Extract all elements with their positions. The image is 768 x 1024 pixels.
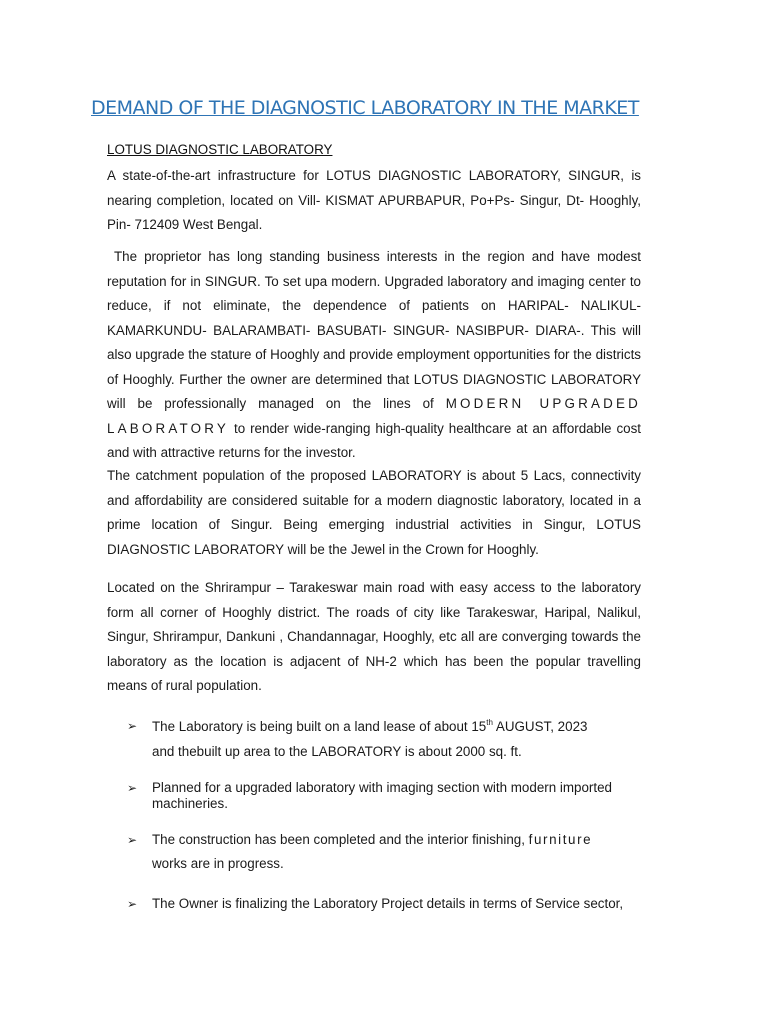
bullet-text: Planned for a upgraded laboratory with imaging section with modern imported machineries.	[152, 780, 613, 811]
bullet-list	[127, 714, 647, 932]
bullet-item	[127, 780, 647, 812]
paragraph-proprietor-text: The proprietor has long standing business interests in the region and have modest reputation for in SINGUR. To set upa modern. Upgraded laboratory and imaging center to reduce, if not eliminate, the dependence of patients on HARIPAL- NALIKUL- KAMARKUNDU- BALARAMBATI- BASUBATI- SINGUR- NASIBPUR- DIARA-. This will also upgrade the stature of Hooghly and provide employment opportunities for the districts of Hooghly. Further the owner are determined that LOTUS DIAGNOSTIC LABORATORY will be professionally managed on the lines of	[107, 249, 641, 411]
arrow-bullet-icon: ➢	[127, 833, 138, 847]
paragraph-location: Located on the Shrirampur – Tarakeswar main road with easy access to the laboratory form all corner of Hooghly district. The roads of city like Tarakeswar, Haripal, Nalikul, Singur, Shrirampur, Dankuni , Chandannagar, Hooghly, etc all are converging towards the laboratory as the location is adjacent of NH-2 which has been the popular travelling means of rural population.	[107, 580, 641, 693]
bullet-spaced-text: furniture	[528, 832, 593, 847]
bullet-text: The Laboratory is being built on a land lease of about 15	[152, 719, 487, 734]
bullet-text: The Owner is finalizing the Laboratory Project details in terms of Service sector,	[152, 896, 624, 911]
bullet-item	[127, 892, 647, 916]
superscript: th	[486, 718, 493, 727]
paragraph-intro: A state-of-the-art infrastructure for LOTUS DIAGNOSTIC LABORATORY, SINGUR, is nearing completion, located on Vill- KISMAT APURBAPUR, Po+Ps- Singur, Dt- Hooghly, Pin- 712409 West Bengal.	[107, 168, 641, 232]
paragraph-proprietor-spaced: MODERN UPGRADED LABORATORY	[107, 396, 641, 436]
arrow-bullet-icon: ➢	[127, 897, 138, 911]
arrow-bullet-icon: ➢	[127, 719, 138, 733]
bullet-item	[127, 828, 647, 876]
page-title: DEMAND OF THE DIAGNOSTIC LABORATORY IN THE MARKET	[91, 97, 639, 119]
paragraph-proprietor-text-end: to render wide-ranging high-quality healthcare at an affordable cost and with attractive returns for the investor.	[107, 420, 641, 460]
paragraph-proprietor	[107, 245, 641, 466]
paragraph-catchment: The catchment population of the proposed LABORATORY is about 5 Lacs, connectivity and affordability are considered suitable for a modern diagnostic laboratory, located in a prime location of Singur. Being emerging industrial activities in Singur, LOTUS DIAGNOSTIC LABORATORY will be the Jewel in the Crown for Hooghly.	[107, 468, 641, 557]
arrow-bullet-icon: ➢	[127, 781, 138, 795]
bullet-text: works are in progress.	[152, 856, 284, 871]
bullet-text: AUGUST, 2023	[492, 719, 588, 734]
section-subheading: LOTUS DIAGNOSTIC LABORATORY	[107, 142, 333, 157]
bullet-item	[127, 714, 647, 764]
bullet-text: and thebuilt up area to the LABORATORY is about 2000 sq. ft.	[152, 744, 522, 759]
bullet-text: The construction has been completed and the interior finishing,	[152, 832, 529, 847]
